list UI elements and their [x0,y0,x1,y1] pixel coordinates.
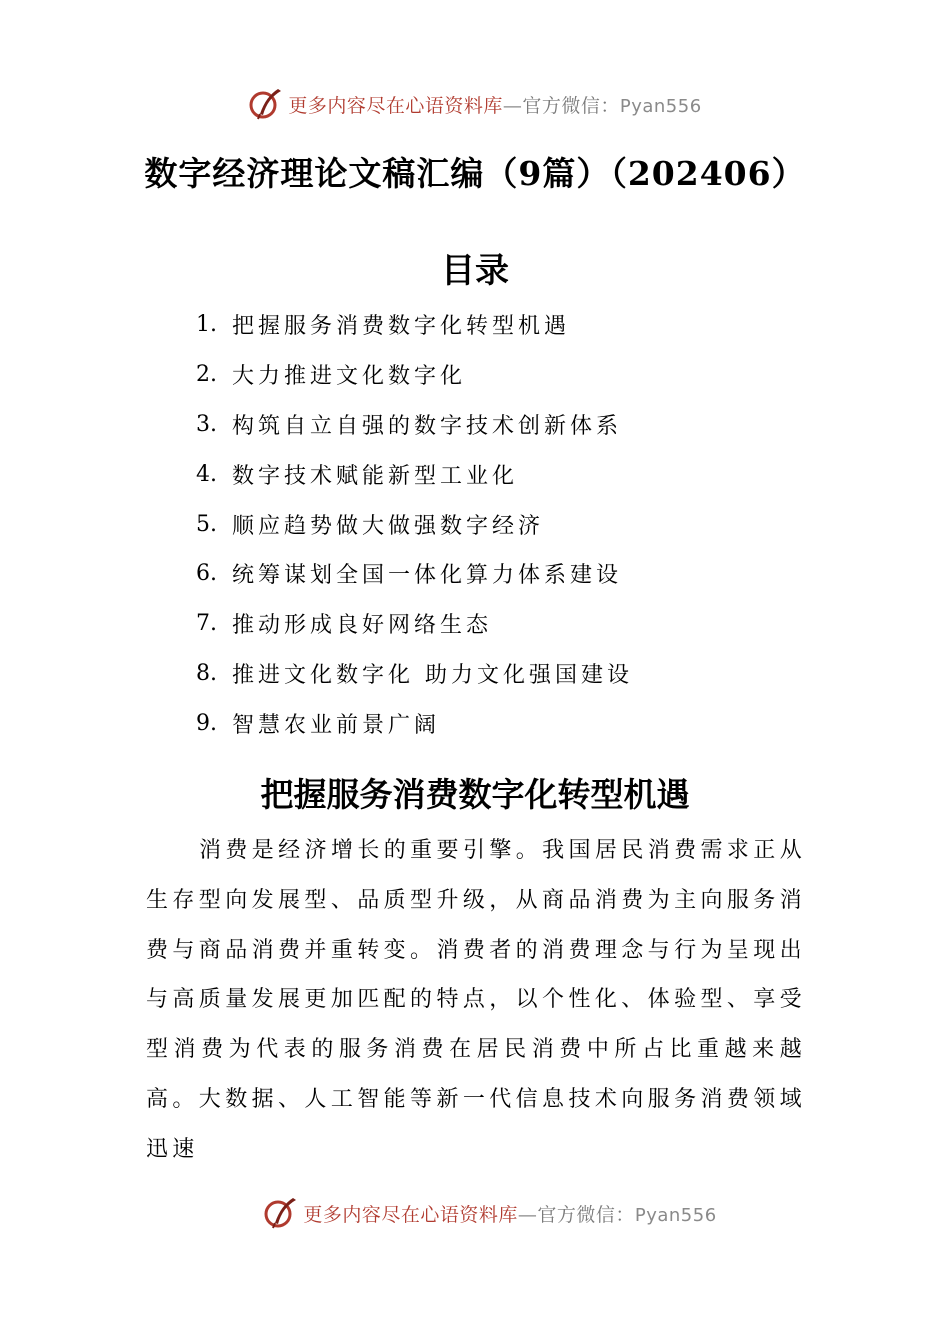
toc-item-number: 9. [196,710,217,736]
body-paragraph: 消费是经济增长的重要引擎。我国居民消费需求正从生存型向发展型、品质型升级，从商品消费为主向服务消费与商品消费并重转变。消费者的消费理念与行为呈现出与高质量发展更加匹配的特点，以个性化、体验型、享受型消费为代表的服务消费在居民消费中所占比重越来越高。大数据、人工智能等新一代信息技术向服务消费领域迅速 [146,838,806,1162]
footer-banner-dash: — [517,1203,538,1226]
toc-item-label: 把握服务消费数字化转型机遇 [232,314,571,340]
toc-item-label: 推动形成良好网络生态 [232,613,493,639]
header-banner-wechat-id: Pyan556 [619,95,702,117]
document-title: 数字经济理论文稿汇编（9篇）（202406） [144,154,806,193]
header-banner-main: 更多内容尽在心语资料库 [288,94,503,117]
toc-item-label: 数字技术赋能新型工业化 [232,463,519,489]
toc-list [196,300,633,748]
footer-banner [0,1193,950,1233]
toc-item-label: 推进文化数字化 助力文化强国建设 [232,662,633,688]
toc-item-label: 智慧农业前景广阔 [232,712,441,738]
footer-banner-main: 更多内容尽在心语资料库 [303,1203,518,1226]
header-banner [0,84,950,124]
toc-item[interactable] [196,698,633,748]
toc-item-label: 顺应趋势做大做强数字经济 [232,513,545,539]
toc-item-number: 1. [196,312,217,338]
footer-banner-wechat-label: 官方微信： [537,1203,635,1226]
toc-item[interactable] [196,599,633,649]
toc-item-label: 构筑自立自强的数字技术创新体系 [232,413,623,439]
header-banner-dash: — [502,94,523,117]
footer-banner-text [303,1200,716,1227]
toc-heading: 目录 [441,251,509,291]
toc-item-number: 4. [196,461,217,487]
toc-item[interactable] [196,400,633,450]
quill-logo-icon [248,86,284,122]
toc-item-number: 3. [196,411,217,437]
toc-item[interactable] [196,350,633,400]
footer-banner-wechat-id: Pyan556 [634,1204,717,1226]
toc-item-number: 2. [196,362,217,388]
toc-item-number: 8. [196,660,217,686]
toc-item-number: 5. [196,511,217,537]
toc-item-number: 7. [196,611,217,637]
header-banner-wechat-label: 官方微信： [522,94,620,117]
toc-item-label: 大力推进文化数字化 [232,364,467,390]
quill-logo-icon [263,1195,299,1231]
toc-item-number: 6. [196,561,217,587]
toc-item[interactable] [196,649,633,699]
toc-item[interactable] [196,449,633,499]
section-heading: 把握服务消费数字化转型机遇 [260,775,690,814]
header-banner-text [288,91,701,118]
toc-item-label: 统筹谋划全国一体化算力体系建设 [232,563,623,589]
toc-item[interactable] [196,300,633,350]
toc-item[interactable] [196,549,633,599]
toc-item[interactable] [196,499,633,549]
